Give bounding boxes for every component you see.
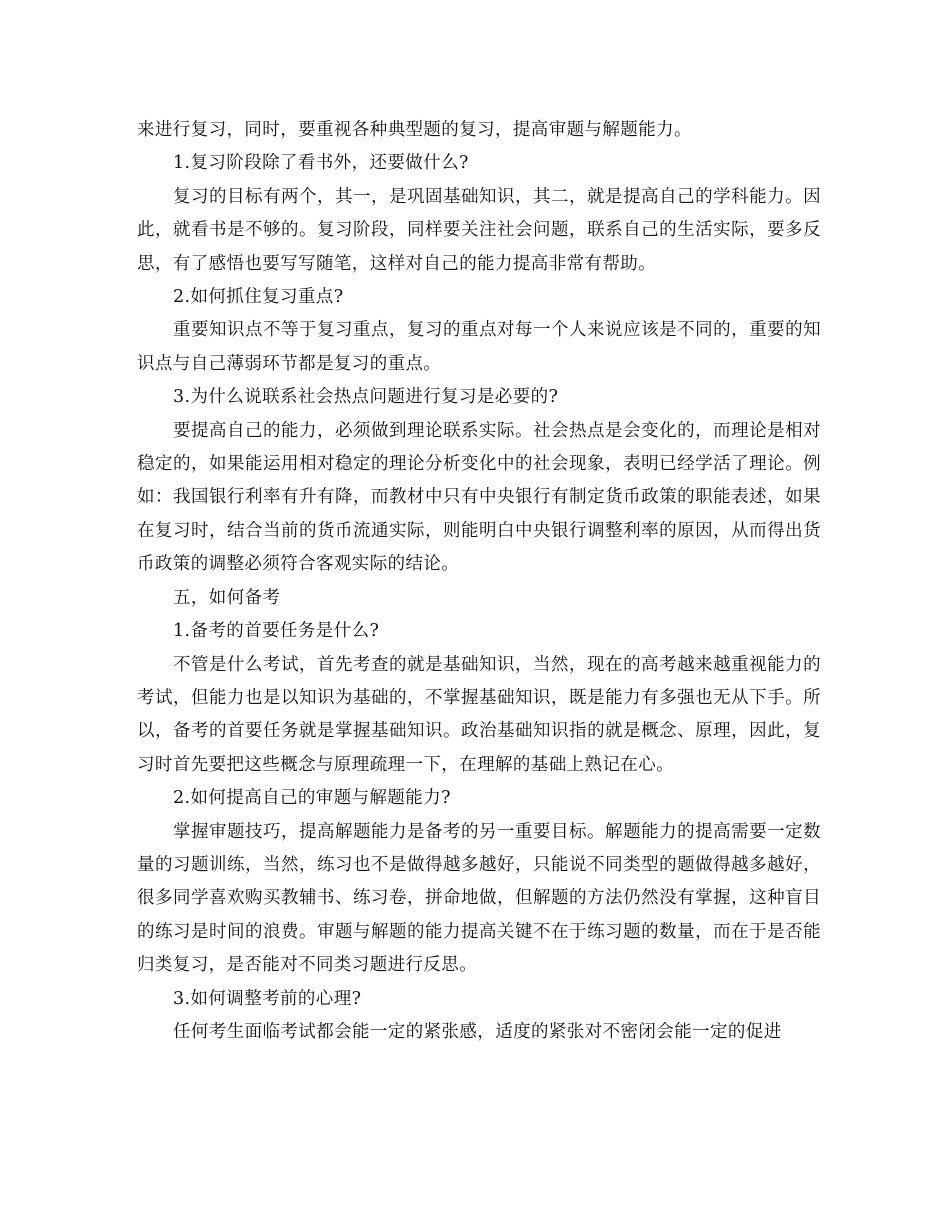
question-heading: 3.为什么说联系社会热点问题进行复习是必要的? <box>173 387 559 408</box>
question-heading: 1.备考的首要任务是什么? <box>173 621 380 642</box>
paragraph-truncated: 任何考生面临考试都会能一定的紧张感，适度的紧张对不密闭会能一定的促进 <box>173 1021 782 1042</box>
paragraph: 不管是什么考试，首先考查的就是基础知识，当然，现在的高考越来越重视能力的考试，但能力也是以知识为基础的，不掌握基础知识，既是能力有多强也无从下手。所以，备考的首要任务就是掌握基础知识。政治基础知识指的就是概念、原理，因此，复习时首先要把这些概念与原理疏理一下，在理解的基础上熟记在心。 <box>137 654 821 775</box>
question-heading: 3.如何调整考前的心理? <box>173 988 362 1009</box>
question-heading: 2.如何抓住复习重点? <box>173 287 344 308</box>
paragraph: 掌握审题技巧，提高解题能力是备考的另一重要目标。解题能力的提高需要一定数量的习题训练，当然，练习也不是做得越多越好，只能说不同类型的题做得越多越好，很多同学喜欢购买教辅书、练习卷，拼命地做，但解题的方法仍然没有掌握，这种盲目的练习是时间的浪费。审题与解题的能力提高关键不在于练习题的数量，而在于是否能归类复习，是否能对不同类习题进行反思。 <box>137 821 821 976</box>
paragraph: 重要知识点不等于复习重点，复习的重点对每一个人来说应该是不同的，重要的知识点与自己薄弱环节都是复习的重点。 <box>137 320 821 374</box>
paragraph-continuation: 来进行复习，同时，要重视各种典型题的复习，提高审题与解题能力。 <box>137 120 692 140</box>
document-body <box>137 114 821 1049</box>
paragraph: 复习的目标有两个，其一，是巩固基础知识，其二，就是提高自己的学科能力。因此，就看书是不够的。复习阶段，同样要关注社会问题，联系自己的生活实际，要多反思，有了感悟也要写写随笔，这样对自己的能力提高非常有帮助。 <box>137 186 821 274</box>
paragraph: 要提高自己的能力，必须做到理论联系实际。社会热点是会变化的，而理论是相对稳定的，如果能运用相对稳定的理论分析变化中的社会现象，表明已经学活了理论。例如：我国银行利率有升有降，而教材中只有中央银行有制定货币政策的职能表述，如果在复习时，结合当前的货币流通实际，则能明白中央银行调整利率的原因，从而得出货币政策的调整必须符合客观实际的结论。 <box>137 420 821 575</box>
question-heading: 1.复习阶段除了看书外，还要做什么? <box>173 153 469 174</box>
section-heading: 五，如何备考 <box>173 587 281 608</box>
question-heading: 2.如何提高自己的审题与解题能力? <box>173 788 451 809</box>
